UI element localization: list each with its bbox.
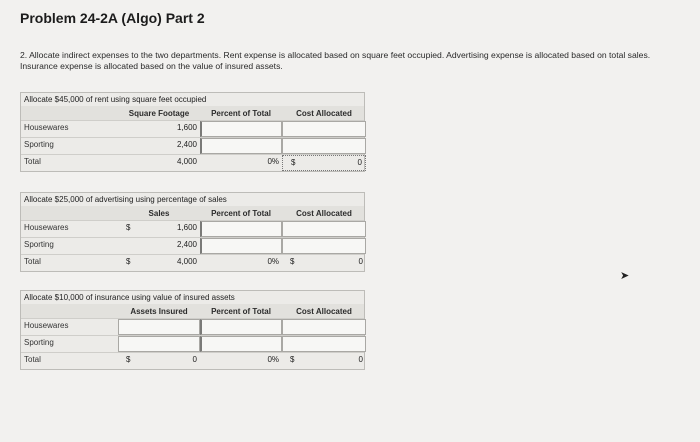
- insurance-base-total-value: 0: [192, 355, 197, 364]
- advertising-header-base: Sales: [148, 208, 170, 218]
- rent-base-total: 4,000: [176, 157, 197, 166]
- advertising-base-sporting: 2,400: [176, 240, 197, 249]
- rent-header-base: Square Footage: [128, 108, 190, 118]
- insurance-cost-total: [282, 353, 366, 369]
- insurance-header-base: Assets Insured: [130, 306, 188, 316]
- advertising-caption: Allocate $25,000 of advertising using percentage of sales: [21, 193, 364, 206]
- advertising-base-total: [118, 255, 200, 271]
- rent-caption: Allocate $45,000 of rent using square feet occupied: [21, 93, 364, 106]
- rent-header-row: [21, 106, 364, 120]
- rent-row-total: [21, 154, 364, 171]
- page-title: Problem 24-2A (Algo) Part 2: [20, 10, 205, 26]
- rent-cost-sporting-input[interactable]: [282, 138, 366, 154]
- advertising-base-total-value: 4,000: [176, 257, 197, 266]
- advertising-row-total: [21, 254, 364, 271]
- advertising-cost-total: [282, 255, 366, 271]
- advertising-label-sporting: Sporting: [24, 240, 54, 249]
- advertising-row-sporting: [21, 237, 364, 254]
- advertising-row-housewares: [21, 220, 364, 237]
- advertising-percent-total: 0%: [267, 257, 279, 266]
- rent-header-cost: Cost Allocated: [296, 108, 352, 118]
- advertising-header-row: [21, 206, 364, 220]
- rent-percent-housewares-input[interactable]: [200, 121, 282, 137]
- advertising-header-cost: Cost Allocated: [296, 208, 352, 218]
- insurance-cost-housewares-input[interactable]: [282, 319, 366, 335]
- rent-base-sporting: 2,400: [176, 140, 197, 149]
- rent-label-sporting: Sporting: [24, 140, 54, 149]
- rent-row-housewares: [21, 120, 364, 137]
- insurance-base-total-dollar: $: [126, 355, 131, 364]
- rent-allocation-table: [20, 92, 365, 172]
- advertising-percent-sporting-input[interactable]: [200, 238, 282, 254]
- insurance-percent-total: 0%: [267, 355, 279, 364]
- advertising-base-total-dollar: $: [126, 257, 131, 266]
- instructions: 2. Allocate indirect expenses to the two departments. Rent expense is allocated based on square feet occupied. Advertising expense is allocated based on total sales. Insurance expense is allocated based on the value of insured assets.: [20, 50, 651, 71]
- insurance-header-percent: Percent of Total: [211, 306, 271, 316]
- insurance-caption: Allocate $10,000 of insurance using value of insured assets: [21, 291, 364, 304]
- insurance-row-housewares: [21, 318, 364, 335]
- insurance-percent-housewares-input[interactable]: [200, 319, 282, 335]
- insurance-label-sporting: Sporting: [24, 338, 54, 347]
- rent-header-percent: Percent of Total: [211, 108, 271, 118]
- insurance-base-total: [118, 353, 200, 369]
- insurance-label-total: Total: [24, 355, 41, 364]
- advertising-base-housewares-dollar: $: [126, 223, 131, 232]
- insurance-header-cost: Cost Allocated: [296, 306, 352, 316]
- rent-percent-sporting-input[interactable]: [200, 138, 282, 154]
- insurance-row-total: [21, 352, 364, 369]
- rent-label-total: Total: [24, 157, 41, 166]
- rent-label-housewares: Housewares: [24, 123, 69, 132]
- advertising-cost-housewares-input[interactable]: [282, 221, 366, 237]
- advertising-label-total: Total: [24, 257, 41, 266]
- advertising-cost-total-value: 0: [358, 257, 363, 266]
- insurance-percent-sporting-input[interactable]: [200, 336, 282, 352]
- insurance-allocation-table: [20, 290, 365, 370]
- insurance-base-housewares-input[interactable]: [118, 319, 200, 335]
- rent-cost-total-dollar: $: [291, 158, 296, 167]
- rent-row-sporting: [21, 137, 364, 154]
- advertising-percent-housewares-input[interactable]: [200, 221, 282, 237]
- insurance-cost-sporting-input[interactable]: [282, 336, 366, 352]
- insurance-base-sporting-input[interactable]: [118, 336, 200, 352]
- insurance-header-row: [21, 304, 364, 318]
- rent-base-housewares: 1,600: [176, 123, 197, 132]
- insurance-cost-total-value: 0: [358, 355, 363, 364]
- advertising-label-housewares: Housewares: [24, 223, 69, 232]
- rent-percent-total: 0%: [267, 157, 279, 166]
- insurance-row-sporting: [21, 335, 364, 352]
- advertising-base-housewares: [118, 221, 200, 237]
- advertising-base-housewares-value: 1,600: [176, 223, 197, 232]
- advertising-cost-total-dollar: $: [290, 257, 295, 266]
- insurance-cost-total-dollar: $: [290, 355, 295, 364]
- advertising-cost-sporting-input[interactable]: [282, 238, 366, 254]
- insurance-label-housewares: Housewares: [24, 321, 69, 330]
- mouse-cursor-icon: ➤: [620, 270, 630, 282]
- rent-cost-total: [282, 155, 366, 171]
- rent-cost-housewares-input[interactable]: [282, 121, 366, 137]
- rent-cost-total-value: 0: [357, 158, 362, 167]
- advertising-allocation-table: [20, 192, 365, 272]
- advertising-header-percent: Percent of Total: [211, 208, 271, 218]
